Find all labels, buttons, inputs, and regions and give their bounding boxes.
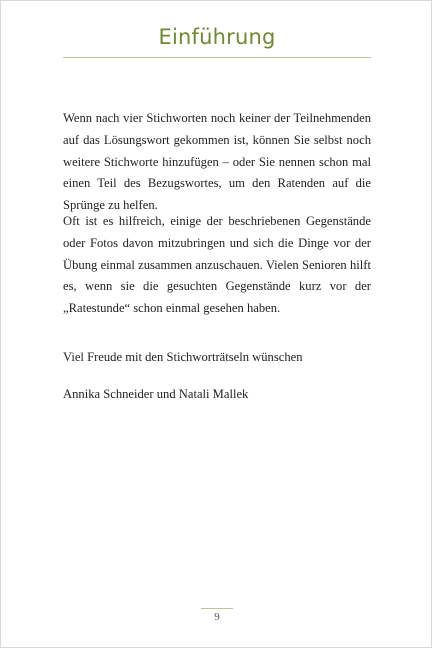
page-number: 9 bbox=[214, 611, 220, 623]
page-title: Einführung bbox=[158, 25, 276, 49]
paragraph-hints: Wenn nach vier Stichworten noch keiner der Teilnehmenden auf das Lösungswort gekommen ist, können Sie selbst noch weitere Stichworte hinzufügen – oder Sie nennen schon mal einen Teil des Bezugswortes, um den Ratenden auf die Sprünge zu helfen. bbox=[63, 111, 371, 213]
title-divider bbox=[63, 57, 371, 58]
closing-wish: Viel Freude mit den Stichworträtseln wünschen bbox=[63, 350, 303, 364]
author-signature: Annika Schneider und Natali Mallek bbox=[63, 387, 249, 401]
footer-divider bbox=[201, 608, 233, 609]
paragraph-objects: Oft ist es hilfreich, einige der beschriebenen Gegenstände oder Fotos davon mitzubringen und sich die Dinge vor der Übung einmal zusammen anzuschauen. Vielen Senioren hilft es, wenn sie die gesuchten Gegenstände kurz vor der „Ratestunde“ schon einmal gesehen haben. bbox=[63, 214, 371, 316]
